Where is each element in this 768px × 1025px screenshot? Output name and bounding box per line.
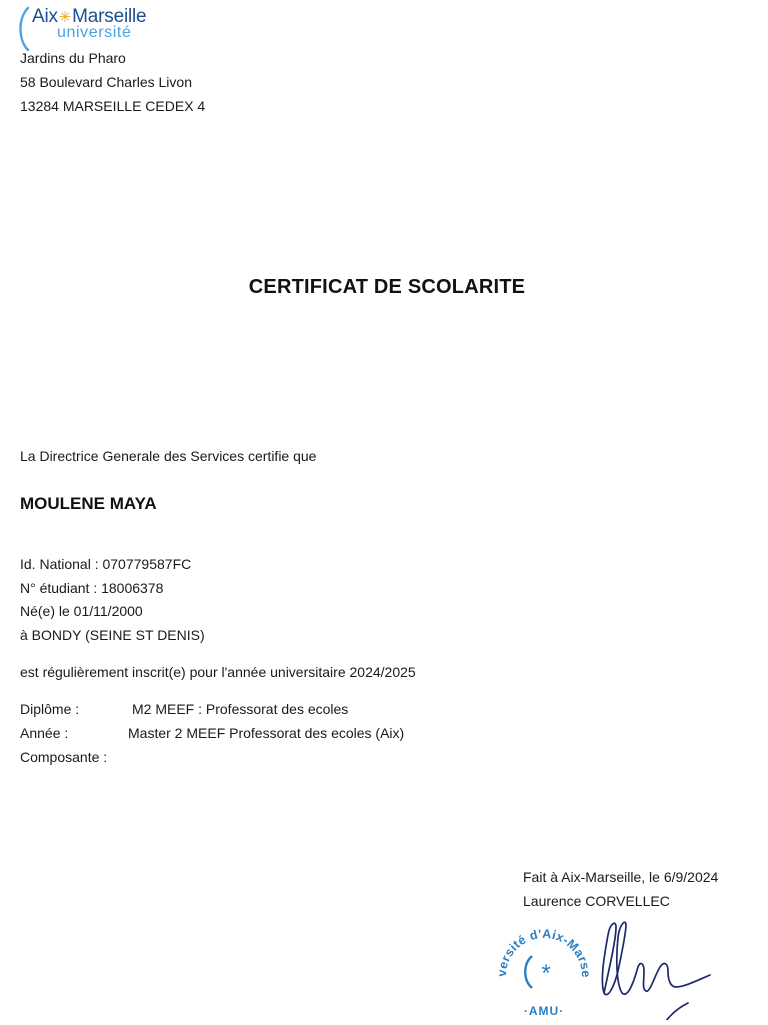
logo-text-universite: université — [57, 24, 132, 41]
logo-bracket-icon — [16, 6, 30, 52]
logo-text-aix: Aix — [32, 6, 58, 27]
address-line-1: Jardins du Pharo — [20, 50, 126, 66]
place-date: Fait à Aix-Marseille, le 6/9/2024 — [523, 869, 719, 885]
student-number: N° étudiant : 18006378 — [20, 580, 164, 596]
enrollment-statement: est régulièrement inscrit(e) pour l'année universitaire 2024/2025 — [20, 664, 416, 680]
address-line-2: 58 Boulevard Charles Livon — [20, 74, 192, 90]
id-national: Id. National : 070779587FC — [20, 556, 192, 572]
diploma-value: M2 MEEF : Professorat des ecoles — [132, 701, 349, 717]
stamp-seal-icon — [494, 920, 594, 1020]
birth-place: à BONDY (SEINE ST DENIS) — [20, 627, 205, 643]
address-line-3: 13284 MARSEILLE CEDEX 4 — [20, 98, 206, 114]
logo-star-icon: ✳ — [58, 9, 72, 26]
birth-date: Né(e) le 01/11/2000 — [20, 603, 143, 619]
diploma-label: Diplôme : — [20, 701, 80, 717]
year-label: Année : — [20, 725, 69, 741]
logo-text-marseille: Marseille — [72, 6, 147, 27]
university-stamp — [494, 920, 594, 1020]
document-title: CERTIFICAT DE SCOLARITE — [248, 276, 526, 298]
intro-text: La Directrice Generale des Services certifie que — [20, 448, 317, 464]
university-logo — [16, 4, 176, 50]
student-name: MOULENE MAYA — [20, 494, 157, 513]
signatory-name: Laurence CORVELLEC — [523, 893, 670, 909]
stamp-ring-text: versité d'Aix-Marse — [494, 926, 594, 979]
signature-icon — [590, 915, 720, 1020]
component-label: Composante : — [20, 749, 108, 765]
stamp-star-icon: * — [541, 960, 551, 987]
year-value: Master 2 MEEF Professorat des ecoles (Aix) — [128, 725, 405, 741]
handwritten-signature — [590, 915, 720, 1020]
stamp-amu-text: ·AMU· — [523, 1004, 565, 1018]
